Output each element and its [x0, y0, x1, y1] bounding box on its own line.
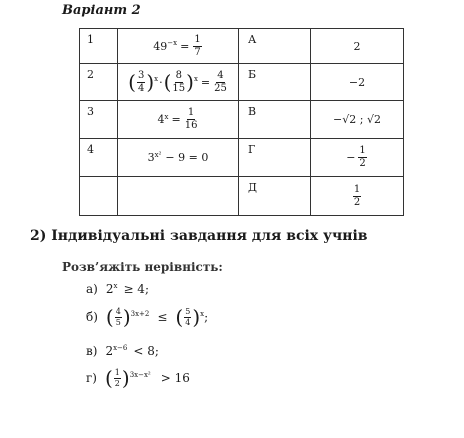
- eq-base: 3: [147, 151, 155, 164]
- table-row: [80, 101, 404, 139]
- frac-num: 8: [175, 69, 182, 81]
- eq-fraction: [172, 71, 185, 94]
- equation-4: [118, 139, 239, 177]
- answer-letter: Г: [239, 139, 311, 177]
- answer-fraction: [353, 185, 361, 208]
- frac-den: 4: [185, 317, 191, 327]
- task-exponent: x−6: [113, 344, 128, 352]
- equation-2: [118, 64, 239, 101]
- paren-open: (: [105, 305, 114, 329]
- answer-value: −√2 ; √2: [311, 101, 404, 139]
- paren-close: ): [122, 305, 131, 329]
- task-label: г): [86, 371, 97, 385]
- task-exponent: x: [200, 310, 205, 318]
- answer-value: [311, 139, 404, 177]
- row-number: 3: [80, 101, 118, 139]
- task-relation: > 16: [160, 371, 190, 385]
- eq-base: 49: [153, 39, 168, 53]
- eq-rest: − 9 = 0: [165, 151, 209, 164]
- answer-letter: А: [239, 29, 311, 64]
- task-exponent: x: [113, 282, 118, 290]
- frac-den: 15: [172, 82, 186, 94]
- table-row: [80, 64, 404, 101]
- frac-num: 1: [359, 145, 366, 156]
- task-label: в): [86, 344, 98, 358]
- answer-letter: В: [239, 101, 311, 139]
- answer-value: −2: [311, 64, 404, 101]
- task-relation: < 8;: [133, 344, 159, 358]
- eq-base: 4: [157, 113, 165, 126]
- table-row: [80, 177, 404, 216]
- eq-exponent: x²: [154, 150, 162, 159]
- frac-den: 4: [137, 82, 145, 94]
- paren-close: ): [186, 70, 194, 94]
- paren-open: (: [128, 70, 136, 94]
- paren-open: (: [175, 305, 184, 329]
- row-number: [80, 177, 118, 216]
- task-fraction: [114, 369, 121, 388]
- answer-sign: −: [346, 151, 356, 164]
- frac-num: 1: [187, 107, 195, 118]
- eq-fraction: [193, 35, 201, 58]
- paren-open: (: [163, 70, 172, 94]
- frac-den: 2: [114, 378, 120, 388]
- eq-fraction: [185, 108, 198, 131]
- task-fraction: [115, 308, 122, 327]
- task-base: 2: [105, 344, 114, 358]
- answer-letter: Д: [239, 177, 311, 216]
- eq-fraction: [214, 71, 227, 94]
- frac-den: 2: [359, 158, 366, 169]
- table-row: [80, 139, 404, 177]
- task-end: ;: [204, 310, 209, 324]
- frac-num: 3: [137, 69, 145, 81]
- equation-3: [118, 101, 239, 139]
- task-fraction: [184, 308, 191, 327]
- row-number: 2: [80, 64, 118, 101]
- eq-exponent: x: [164, 112, 169, 121]
- answer-fraction: [358, 146, 366, 169]
- task-b: [86, 307, 208, 327]
- frac-num: 4: [217, 69, 224, 81]
- frac-num: 5: [185, 306, 191, 316]
- instruction-text: Розв’яжіть нерівність:: [62, 260, 223, 274]
- task-exponent: 3x+2: [130, 310, 150, 318]
- frac-den: 25: [214, 82, 227, 94]
- table-row: [80, 29, 404, 64]
- answer-value: 2: [311, 29, 404, 64]
- frac-den: 7: [194, 46, 201, 58]
- eq-relation: =: [180, 39, 190, 53]
- eq-exponent: x: [154, 75, 159, 83]
- task-label: б): [86, 310, 98, 324]
- eq-relation: =: [171, 113, 181, 126]
- paren-close: ): [192, 305, 201, 329]
- eq-fraction: [137, 71, 145, 94]
- frac-den: 5: [115, 317, 121, 327]
- task-exponent: 3x−x²: [129, 371, 151, 379]
- task-label: а): [86, 282, 98, 296]
- equation-empty: [118, 177, 239, 216]
- frac-den: 2: [353, 196, 361, 208]
- frac-num: 1: [114, 367, 120, 377]
- task-v: [86, 344, 159, 358]
- paren-close: ): [121, 366, 130, 390]
- task-a: [86, 282, 149, 296]
- eq-exponent: −x: [167, 39, 178, 47]
- matching-table: [79, 28, 404, 216]
- eq-relation: =: [200, 75, 211, 89]
- task-relation: ≥ 4;: [123, 282, 149, 296]
- variant-title: Варіант 2: [62, 3, 141, 18]
- frac-den: 16: [184, 120, 198, 131]
- frac-num: 1: [353, 183, 361, 195]
- row-number: 1: [80, 29, 118, 64]
- answer-letter: Б: [239, 64, 311, 101]
- task-relation: ≤: [157, 310, 168, 324]
- equation-1: [118, 29, 239, 64]
- paren-close: ): [146, 70, 155, 94]
- row-number: 4: [80, 139, 118, 177]
- eq-dot: ·: [159, 75, 163, 89]
- eq-exponent: x: [193, 75, 198, 83]
- answer-value: [311, 177, 404, 216]
- paren-open: (: [104, 366, 113, 390]
- frac-num: 4: [115, 306, 121, 316]
- section-heading: 2) Індивідуальні завдання для всіх учнів: [30, 228, 368, 244]
- task-base: 2: [105, 282, 114, 296]
- task-g: [86, 368, 190, 388]
- frac-num: 1: [194, 33, 201, 45]
